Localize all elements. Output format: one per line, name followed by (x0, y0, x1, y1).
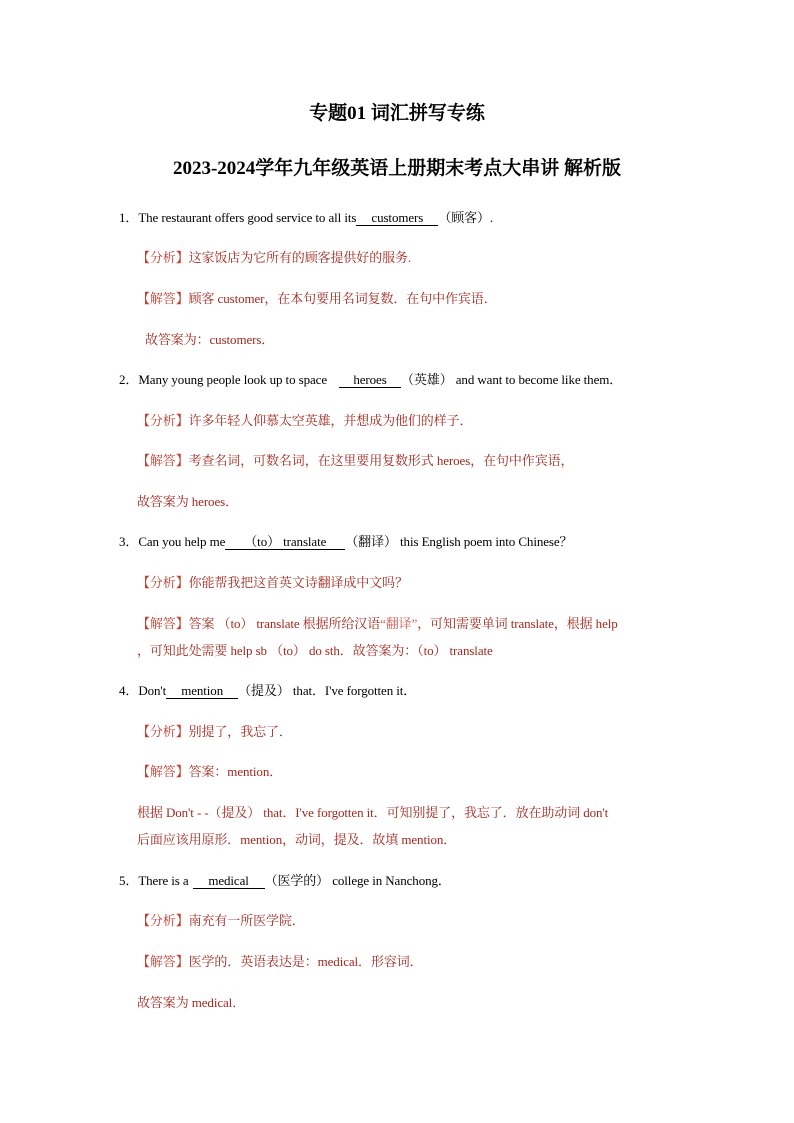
answer-text: 答案 （to） translate 根据所给汉语 (188, 616, 381, 631)
analysis-2 (137, 410, 472, 429)
answer-tag: 【解答】 (137, 291, 189, 306)
question-hint: （英雄） and want to become like them． (401, 372, 623, 387)
question-number: 4． (119, 683, 139, 698)
question-stem: Don't (138, 683, 167, 698)
question-1 (119, 207, 493, 226)
answer-tag: 【解答】 (137, 616, 189, 631)
answer-2 (137, 450, 573, 469)
page-title: 专题01 词汇拼写专练 (309, 103, 485, 124)
question-stem: Many young people look up to space (138, 372, 327, 387)
question-number: 1． (119, 210, 139, 225)
question-number: 5． (119, 873, 139, 888)
question-5 (119, 870, 451, 889)
answer-tag: 【解答】 (137, 453, 189, 468)
answer-1 (137, 288, 497, 307)
answer-text: 考查名词，可数名词，在这里要用复数形式 heroes，在句中作宾语， (188, 453, 574, 468)
analysis-text: 这家饭店为它所有的顾客提供好的服务. (188, 250, 412, 265)
question-hint: （提及） that．I've forgotten it． (238, 683, 417, 698)
answer-text-cont: ，可知需要单词 translate，根据 help (417, 616, 618, 631)
explanation-4-line2: 后面应该用原形．mention，动词，提及．故填 mention． (137, 832, 457, 847)
final-answer-1: 故答案为：customers． (145, 332, 275, 347)
question-3 (119, 531, 572, 550)
answer-blank: medical (193, 874, 265, 889)
answer-5 (137, 951, 423, 970)
answer-text: 顾客 customer，在本句要用名词复数．在句中作宾语． (188, 291, 497, 306)
explanation-4-line1: 根据 Don't - -（提及） that．I've forgotten it．可知别提了，我忘了．放在助动词 don't (137, 805, 609, 820)
analysis-tag: 【分析】 (137, 913, 189, 928)
answer-quote: “翻译” (380, 616, 418, 631)
answer-text: 医学的．英语表达是：medical．形容词． (188, 954, 423, 969)
analysis-3 (137, 572, 408, 591)
final-answer-2: 故答案为 heroes． (137, 494, 238, 509)
analysis-1 (137, 247, 411, 266)
analysis-text: 你能帮我把这首英文诗翻译成中文吗？ (188, 575, 408, 590)
answer-4 (137, 761, 282, 780)
answer-3 (137, 613, 618, 632)
answer-blank: （to） translate (225, 535, 345, 550)
answer-tag: 【解答】 (137, 764, 189, 779)
analysis-tag: 【分析】 (137, 413, 189, 428)
page-subtitle: 2023-2024学年九年级英语上册期末考点大串讲 解析版 (172, 158, 622, 179)
analysis-5 (137, 910, 305, 929)
question-2 (119, 369, 622, 388)
analysis-text: 南充有一所医学院． (188, 913, 305, 928)
answer-blank: customers (356, 211, 438, 226)
question-4 (119, 680, 416, 699)
question-hint: （翻译） this English poem into Chinese？ (345, 534, 573, 549)
question-stem: Can you help me (138, 534, 226, 549)
analysis-4 (137, 721, 292, 740)
question-hint: （顾客）. (438, 210, 494, 225)
analysis-tag: 【分析】 (137, 575, 189, 590)
analysis-text: 许多年轻人仰慕太空英雄，并想成为他们的样子． (188, 413, 473, 428)
analysis-text: 别提了，我忘了． (188, 724, 292, 739)
answer-blank: mention (166, 684, 238, 699)
analysis-tag: 【分析】 (137, 250, 189, 265)
question-hint: （医学的） college in Nanchong． (264, 873, 451, 888)
question-stem: There is a (138, 873, 189, 888)
answer-text: 答案：mention． (188, 764, 283, 779)
answer-blank: heroes (339, 373, 401, 388)
analysis-tag: 【分析】 (137, 724, 189, 739)
final-answer-5: 故答案为 medical． (137, 995, 246, 1010)
question-number: 3． (119, 534, 139, 549)
question-stem: The restaurant offers good service to all its (138, 210, 357, 225)
answer-tag: 【解答】 (137, 954, 189, 969)
answer-3-cont: ，可知此处需要 help sb （to） do sth．故答案为：（to） translate (137, 643, 493, 658)
question-number: 2． (119, 372, 139, 387)
